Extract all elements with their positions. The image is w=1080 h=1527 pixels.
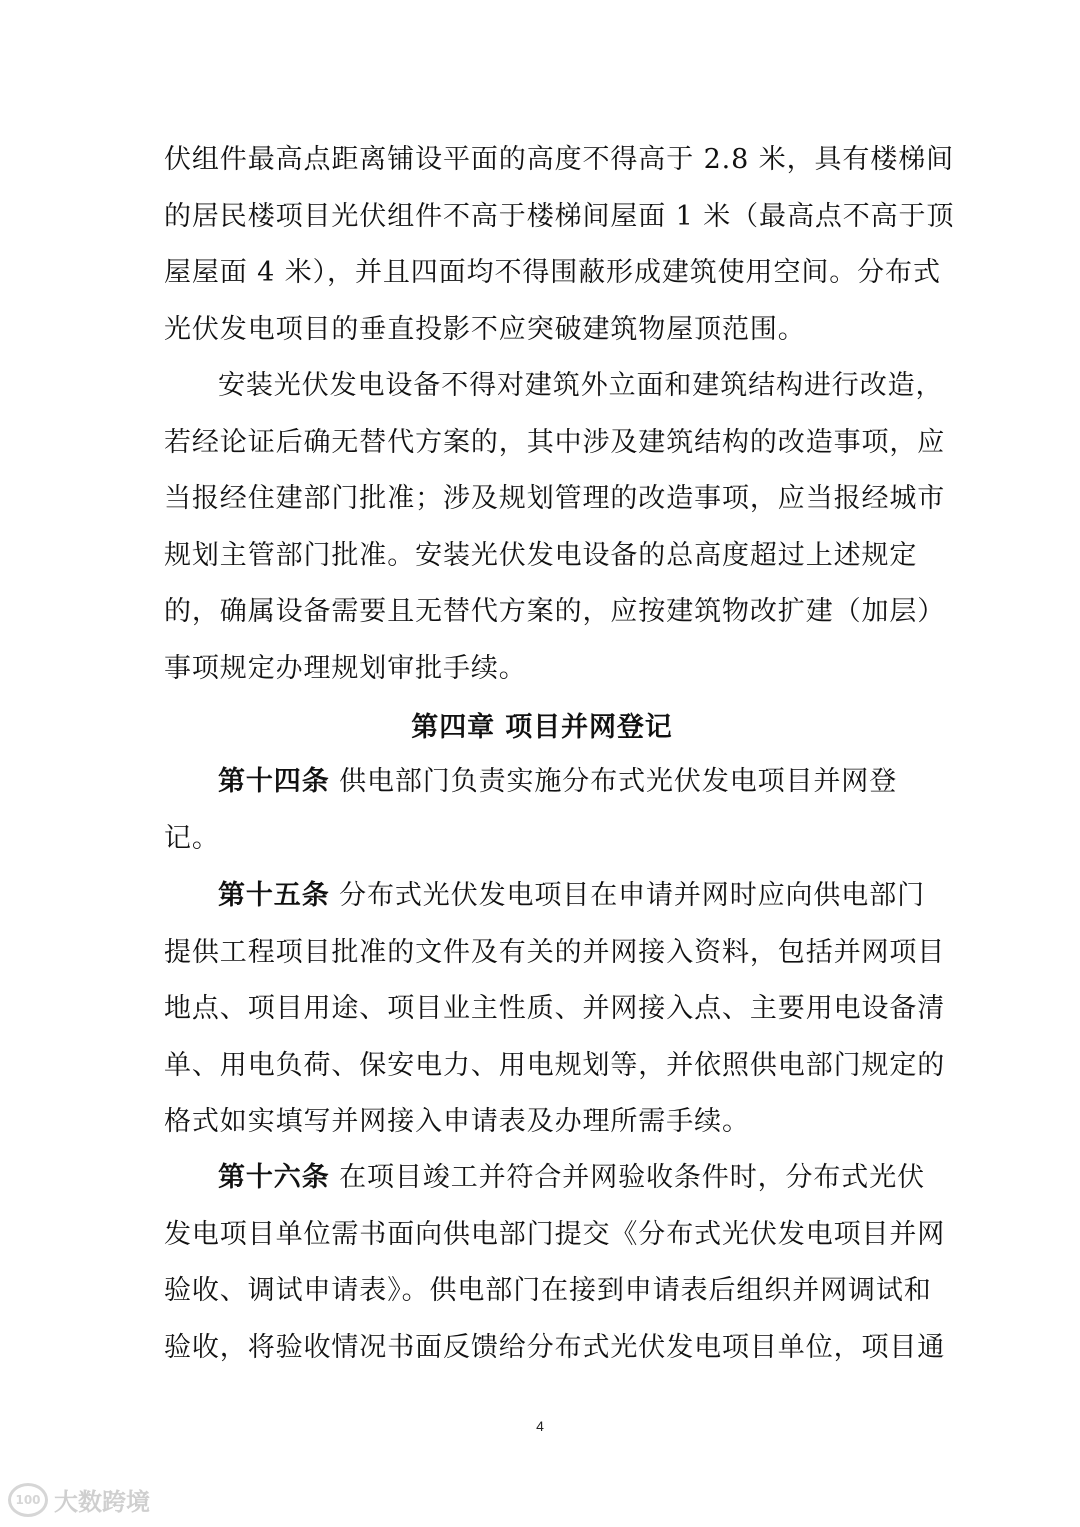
article-15 bbox=[164, 868, 946, 1151]
text-line: 若经论证后确无替代方案的，其中涉及建筑结构的改造事项，应 bbox=[164, 426, 946, 458]
watermark-logo-icon: 100 bbox=[8, 1483, 48, 1517]
text-line: 屋屋面 4 米），并且四面均不得围蔽形成建筑使用空间。分布式 bbox=[164, 257, 941, 289]
text-line: 的，确属设备需要且无替代方案的，应按建筑物改扩建（加层） bbox=[164, 596, 946, 628]
text-line bbox=[164, 754, 920, 811]
text-line: 安装光伏发电设备不得对建筑外立面和建筑结构进行改造， bbox=[218, 370, 944, 401]
article-label: 第十六条 bbox=[218, 1162, 330, 1193]
text-line: 的居民楼项目光伏组件不高于楼梯间屋面 1 米（最高点不高于顶 bbox=[164, 200, 955, 232]
watermark bbox=[8, 1482, 150, 1517]
text-line: 发电项目单位需书面向供电部门提交《分布式光伏发电项目并网 bbox=[164, 1218, 946, 1250]
article-label: 第十五条 bbox=[218, 880, 330, 911]
text-line: 规划主管部门批准。安装光伏发电设备的总高度超过上述规定 bbox=[164, 539, 918, 571]
text-line: 伏组件最高点距离铺设平面的高度不得高于 2.8 米，具有楼梯间 bbox=[164, 144, 955, 175]
text-line: 验收，将验收情况书面反馈给分布式光伏发电项目单位，项目通 bbox=[164, 1331, 946, 1363]
text-line: 地点、项目用途、项目业主性质、并网接入点、主要用电设备清 bbox=[164, 993, 946, 1025]
chapter-heading: 第四章 项目并网登记 bbox=[411, 712, 673, 743]
text-line: 格式如实填写并网接入申请表及办理所需手续。 bbox=[164, 1106, 750, 1138]
text-line: 光伏发电项目的垂直投影不应突破建筑物屋顶范围。 bbox=[164, 313, 806, 345]
article-text: 分布式光伏发电项目在申请并网时应向供电部门 bbox=[329, 880, 925, 911]
paragraph-height-limits bbox=[164, 132, 955, 358]
article-label: 第十四条 bbox=[218, 766, 330, 797]
text-line: 事项规定办理规划审批手续。 bbox=[164, 652, 527, 684]
watermark-text: 大数跨境 bbox=[54, 1488, 150, 1516]
text-line: 记。 bbox=[164, 822, 220, 854]
paragraph-structure-modification bbox=[164, 358, 946, 698]
article-14 bbox=[164, 754, 920, 867]
text-line bbox=[164, 868, 925, 925]
article-16 bbox=[164, 1150, 946, 1376]
text-line: 单、用电负荷、保安电力、用电规划等，并依照供电部门规定的 bbox=[164, 1049, 946, 1081]
text-line bbox=[164, 1150, 925, 1207]
page-number: 4 bbox=[536, 1418, 544, 1434]
text-line: 验收、调试申请表》。供电部门在接到申请表后组织并网调试和 bbox=[164, 1275, 932, 1307]
article-text: 在项目竣工并符合并网验收条件时，分布式光伏 bbox=[329, 1162, 925, 1193]
article-text: 供电部门负责实施分布式光伏发电项目并网登 bbox=[329, 766, 898, 797]
text-line: 当报经住建部门批准；涉及规划管理的改造事项，应当报经城市 bbox=[164, 483, 946, 515]
text-line: 提供工程项目批准的文件及有关的并网接入资料，包括并网项目 bbox=[164, 936, 946, 968]
